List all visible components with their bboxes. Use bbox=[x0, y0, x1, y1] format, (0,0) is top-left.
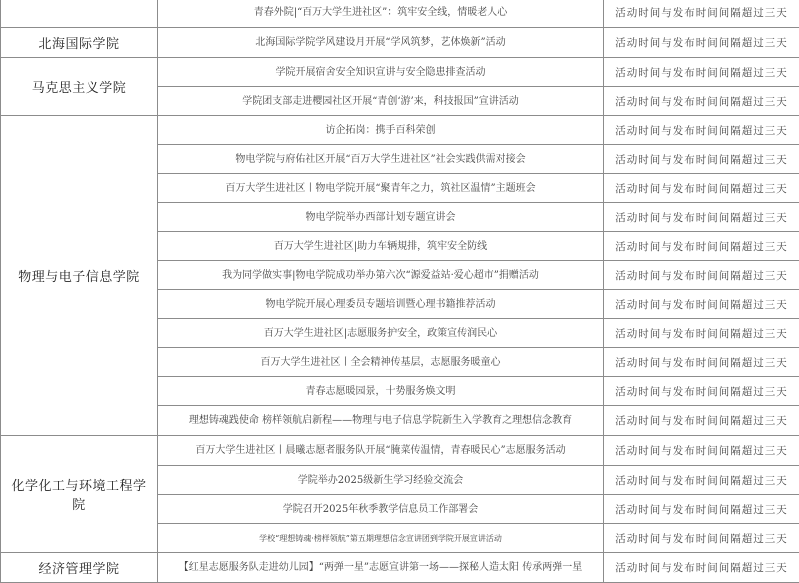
remark-cell: 活动时间与发布时间间隔超过三天 bbox=[604, 319, 799, 348]
college-cell: 北海国际学院 bbox=[1, 28, 158, 58]
remark-cell: 活动时间与发布时间间隔超过三天 bbox=[604, 28, 799, 58]
activity-title: 学院召开2025年秋季教学信息员工作部署会 bbox=[158, 495, 604, 524]
activity-title: 学院团支部走进樱园社区开展“青创‘游’来，科技报国”宣讲活动 bbox=[158, 87, 604, 116]
table-row bbox=[1, 28, 799, 58]
remark-cell: 活动时间与发布时间间隔超过三天 bbox=[604, 58, 799, 87]
table-row bbox=[1, 553, 799, 583]
remark-cell: 活动时间与发布时间间隔超过三天 bbox=[604, 0, 799, 28]
remark-cell: 活动时间与发布时间间隔超过三天 bbox=[604, 466, 799, 495]
activity-title: 物电学院与府佑社区开展“百万大学生进社区”社会实践供需对接会 bbox=[158, 145, 604, 174]
activity-title: 百万大学生进社区|志愿服务护安全，政策宣传润民心 bbox=[158, 319, 604, 348]
activity-title: 百万大学生进社区丨物电学院开展“聚青年之力，筑社区温情”主题班会 bbox=[158, 174, 604, 203]
activity-title: 青春志愿暖园景，十势服务焕文明 bbox=[158, 377, 604, 406]
remark-cell: 活动时间与发布时间间隔超过三天 bbox=[604, 174, 799, 203]
college-cell: 经济管理学院 bbox=[1, 553, 158, 583]
activity-title: 百万大学生进社区丨晨曦志愿者服务队开展“腌菜传温情，青春暖民心”志愿服务活动 bbox=[158, 436, 604, 466]
remark-cell: 活动时间与发布时间间隔超过三天 bbox=[604, 290, 799, 319]
remark-cell: 活动时间与发布时间间隔超过三天 bbox=[604, 553, 799, 583]
remark-cell: 活动时间与发布时间间隔超过三天 bbox=[604, 116, 799, 145]
activity-title: 百万大学生进社区丨全会精神传基层，志愿服务暖童心 bbox=[158, 348, 604, 377]
activity-title: 物电学院开展心理委员专题培训暨心理书籍推荐活动 bbox=[158, 290, 604, 319]
activity-title: 访企拓岗：携手百科荣创 bbox=[158, 116, 604, 145]
activity-title: 北海国际学院学风建设月开展“学风筑梦，艺体焕新”活动 bbox=[158, 28, 604, 58]
remark-cell: 活动时间与发布时间间隔超过三天 bbox=[604, 232, 799, 261]
table-row bbox=[1, 436, 799, 466]
college-cell bbox=[1, 0, 158, 28]
activity-title: 理想铸魂践使命 榜样领航启新程——物理与电子信息学院新生入学教育之理想信念教育 bbox=[158, 406, 604, 436]
activity-title: 青春外院|“百万大学生进社区”：筑牢安全线，情暖老人心 bbox=[158, 0, 604, 28]
table-row bbox=[1, 58, 799, 87]
table-row bbox=[1, 116, 799, 145]
college-cell: 化学化工与环境工程学院 bbox=[1, 436, 158, 553]
remark-cell: 活动时间与发布时间间隔超过三天 bbox=[604, 406, 799, 436]
activity-title: 学院开展宿舍安全知识宣讲与安全隐患排查活动 bbox=[158, 58, 604, 87]
college-cell: 马克思主义学院 bbox=[1, 58, 158, 116]
remark-cell: 活动时间与发布时间间隔超过三天 bbox=[604, 145, 799, 174]
remark-cell: 活动时间与发布时间间隔超过三天 bbox=[604, 377, 799, 406]
activity-title: 【红星志愿服务队走进幼儿园】“两弹一星”志愿宣讲第一场——探秘人造太阳 传承两弹一星 bbox=[158, 553, 604, 583]
remark-cell: 活动时间与发布时间间隔超过三天 bbox=[604, 495, 799, 524]
remark-cell: 活动时间与发布时间间隔超过三天 bbox=[604, 436, 799, 466]
activity-title: 学院举办2025级新生学习经验交流会 bbox=[158, 466, 604, 495]
college-cell: 物理与电子信息学院 bbox=[1, 116, 158, 436]
activity-title: 百万大学生进社区|助力车辆規排，筑牢安全防线 bbox=[158, 232, 604, 261]
remark-cell: 活动时间与发布时间间隔超过三天 bbox=[604, 261, 799, 290]
activity-title: 物电学院举办西部计划专题宣讲会 bbox=[158, 203, 604, 232]
remark-cell: 活动时间与发布时间间隔超过三天 bbox=[604, 87, 799, 116]
remark-cell: 活动时间与发布时间间隔超过三天 bbox=[604, 524, 799, 553]
remark-cell: 活动时间与发布时间间隔超过三天 bbox=[604, 348, 799, 377]
activity-title: 学校“理想铸魂·榜样领航”第五期理想信念宣讲团到学院开展宣讲活动 bbox=[158, 524, 604, 553]
activity-title: 我为同学做实事|物电学院成功举办第六次“源爱益站·爱心超市”捐赠活动 bbox=[158, 261, 604, 290]
remark-cell: 活动时间与发布时间间隔超过三天 bbox=[604, 203, 799, 232]
table-row bbox=[1, 0, 799, 28]
